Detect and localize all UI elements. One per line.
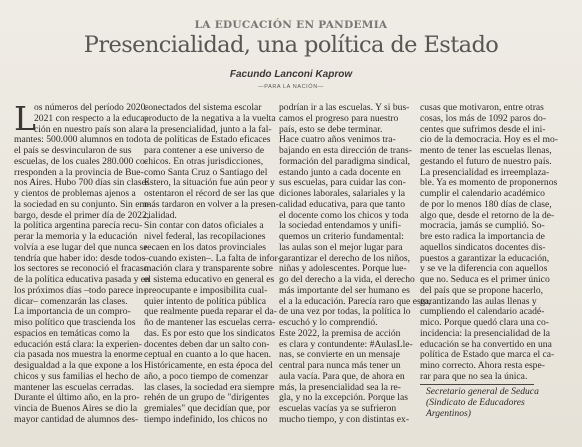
text-line: el a la educación. Parecía raro que esto, xyxy=(279,295,431,307)
text-line: vincia de Buenos Aires se dio la xyxy=(14,403,138,414)
text-line: la política argentina parecía recu- xyxy=(14,220,143,232)
text-line: ceptual en cuanto a lo que hacen. xyxy=(144,349,272,361)
text-line: cusas que motivaron, entre otras xyxy=(420,102,544,113)
text-line: para contener a ese universo de xyxy=(144,145,265,156)
drop-cap: L xyxy=(14,99,36,138)
text-line: las clases, la sociedad era siempre xyxy=(144,381,275,393)
text-line: aula vacía. Para que, de ahora en xyxy=(279,370,405,382)
text-line: 2021 con respecto a la educa- xyxy=(34,112,148,124)
text-line: que realmente pueda reparar el da- xyxy=(144,306,277,318)
text-line: educación está clara: la experien- xyxy=(14,338,142,350)
text-line: tiempo indefinido, los chicos no xyxy=(144,413,268,425)
text-line: diciones laborales, salariales y la xyxy=(279,188,406,199)
text-line: educación se ha convertido en una xyxy=(420,338,552,350)
text-line: cialidad. xyxy=(144,209,177,221)
text-line: estando junto a cada docente en xyxy=(279,166,401,178)
text-line: conectados del sistema escolar xyxy=(144,102,262,113)
text-line: chicos y sus familias el hecho de xyxy=(14,370,140,382)
text-line: centes que sufrimos desde el ini- xyxy=(420,123,546,135)
text-line: las aulas son el mejor lugar para xyxy=(279,241,403,253)
text-line: os números del período 2020- xyxy=(34,102,149,113)
article-column-2 xyxy=(144,102,281,426)
text-line: central para nunca más tener un xyxy=(279,360,401,371)
text-line: es clara y contundente: #AulasLle- xyxy=(279,338,413,350)
text-line: a la presencialidad, junto a la fal- xyxy=(144,123,272,135)
text-line: miso político que trascienda los xyxy=(14,317,136,328)
text-line: quier intento de política pública xyxy=(144,295,267,307)
text-line: mación clara y transparente sobre xyxy=(144,263,273,275)
text-line: ño de mantener las escuelas cerra- xyxy=(144,317,276,328)
text-line: y se ve la diferencia con aquellos xyxy=(420,263,548,275)
text-line: de por lo menos 180 días de clase, xyxy=(420,198,552,210)
article-headline: Presencialidad, una política de Estado xyxy=(83,32,499,58)
text-line: das. Es por esto que los sindicatos xyxy=(144,327,275,339)
text-line: La presencialidad es irreemplaza- xyxy=(420,166,550,178)
text-line: camos el progreso para nuestro xyxy=(279,112,399,124)
text-line: desigualdad a la que expone a los xyxy=(14,360,143,371)
text-line: podrían ir a las escuelas. Y si bus- xyxy=(279,102,410,113)
text-line: que no. Seduca es el primer único xyxy=(420,274,550,285)
author-byline: Facundo Lanconi Kaprow xyxy=(229,69,353,80)
text-line: mayor cantidad de alumnos des- xyxy=(14,413,139,425)
text-line: más, la presencialidad sea la re- xyxy=(279,381,401,393)
text-line: cumplir el calendario académico xyxy=(420,188,545,199)
text-line: ostentaron el récord de ser las que xyxy=(144,188,275,199)
text-line: año, a poco tiempo de comenzar xyxy=(144,370,269,382)
text-line: tendría que haber ido: desde todos xyxy=(14,252,146,264)
text-line: go del derecho a la vida, el derecho xyxy=(279,274,415,285)
text-line: cosas, los más de 1092 paros do- xyxy=(420,112,547,124)
text-line: los sectores se reconoció el fracaso xyxy=(14,263,149,275)
text-line: chicos. En otras jurisdicciones, xyxy=(144,155,264,167)
text-line: niñas y adolescentes. Porque lue- xyxy=(279,263,407,275)
text-line: del país que se propone hacerlo, xyxy=(420,284,544,296)
text-line: cio de la democracia. Hoy es el mo- xyxy=(420,134,558,146)
text-line: nas, se convierte en un mensaje xyxy=(279,349,400,361)
text-line: de la política educativa pasada y en xyxy=(14,274,150,285)
text-line: mantener las escuelas cerradas. xyxy=(14,381,134,393)
text-line: rresponden a la provincia de Bue- xyxy=(14,166,144,178)
text-line: Hace cuatro años venimos tra- xyxy=(279,134,396,146)
text-line: La importancia de un compro- xyxy=(14,306,131,318)
text-line: Este 2022, la premisa de acción xyxy=(279,327,401,339)
text-line: más tardaron en volver a la presen- xyxy=(144,198,279,210)
text-line: gla, y no la excepción. Porque las xyxy=(279,392,408,404)
text-line: mino correcto. Ahora resta espe- xyxy=(420,360,545,371)
text-line: cumpliendo el calendario acadé- xyxy=(420,306,545,318)
text-line: –cuando existen–. La falta de infor- xyxy=(144,252,281,264)
text-line: mocracia, jamás se cumplió. So- xyxy=(420,220,545,232)
text-line: de una vez por todas, la política lo xyxy=(279,306,411,318)
text-line: formación del paradigma sindical, xyxy=(279,155,411,167)
author-note: —PARA LA NACIÓN— xyxy=(258,84,324,90)
signature-line: Secretario general de Seduca xyxy=(426,386,539,397)
text-line: la sociedad en su conjunto. Sin em- xyxy=(14,198,151,210)
text-line: el docente como los chicos y toda xyxy=(279,209,409,221)
text-line: gestando el futuro de nuestro país. xyxy=(420,155,552,167)
text-line: rehén de un grupo de "dirigentes xyxy=(144,392,270,404)
text-line: más importante del ser humano es xyxy=(279,284,410,296)
text-line: sus escuelas, para cuidar las con- xyxy=(279,177,406,189)
text-line: mantes: 500.000 alumnos en todo xyxy=(14,134,144,146)
text-line: el sistema educativo en general es xyxy=(144,274,275,285)
text-line: y cientos de problemas ajenos a xyxy=(14,188,136,199)
author-signature xyxy=(426,387,566,419)
text-line: Históricamente, en esta época del xyxy=(144,360,273,371)
text-line: aquellos sindicatos docentes dis- xyxy=(420,241,546,253)
section-label: LA EDUCACIÓN EN PANDEMIA xyxy=(194,19,388,31)
text-line: el país se desvincularon de sus xyxy=(14,145,132,156)
text-line: nos Aires. Hubo 700 días sin clases xyxy=(14,177,150,189)
text-line: Durante el último año, en la pro- xyxy=(14,392,140,404)
signature-divider xyxy=(420,384,534,385)
text-line: dicar– comenzarán las clases. xyxy=(14,295,128,307)
text-line: calidad educativa, para que tanto xyxy=(279,198,405,210)
text-line: cia pasada nos muestra la enorme xyxy=(14,349,143,361)
text-line: política de Estado que marca el ca- xyxy=(420,349,555,361)
text-line: volvía a ese lugar del que nunca se xyxy=(14,241,148,253)
text-line: nivel federal, las recopilaciones xyxy=(144,231,266,242)
text-line: escuelas vacías ya se sufrieron xyxy=(279,403,397,414)
article-column-1 xyxy=(14,99,151,426)
text-line: garantizar el derecho de los niños, xyxy=(279,252,411,264)
text-line: bre esto radica la importancia de xyxy=(420,231,545,242)
text-line: incidencia: la presencialidad de la xyxy=(420,327,550,339)
text-line: puestos a garantizar la educación, xyxy=(420,252,550,264)
text-line: la sociedad entendamos y unifi- xyxy=(279,220,402,232)
text-line: garantizando las aulas llenas y xyxy=(420,295,537,307)
text-line: rar para que no sea la única. xyxy=(420,370,528,382)
text-line: mico. Porque quedó clara una co- xyxy=(420,317,549,328)
text-line: escuchó y lo comprendió. xyxy=(279,317,378,328)
text-line: gremiales" que decidían que, por xyxy=(144,403,271,414)
article-column-3 xyxy=(279,102,431,426)
text-line: docentes deben dar un salto con- xyxy=(144,338,270,350)
text-line: Sin contar con datos oficiales a xyxy=(144,220,264,232)
text-line: país, esto se debe terminar. xyxy=(279,123,383,135)
text-line: espacios en temáticas como la xyxy=(14,327,130,339)
text-line: como Santa Cruz o Santiago del xyxy=(144,166,268,178)
text-line: recaen en los datos provinciales xyxy=(144,241,267,253)
text-line: algo que, desde el retorno de la de- xyxy=(420,209,555,221)
article-column-4 xyxy=(420,102,558,383)
text-line: los próximos días –todo parece in- xyxy=(14,284,147,296)
text-line: quemos un criterio fundamental: xyxy=(279,231,404,242)
text-line: ble. Ya es momento de proponernos xyxy=(420,177,558,189)
text-line: perar la memoria y la educación xyxy=(14,231,138,242)
text-line: Estero, la situación fue aún peor y xyxy=(144,177,275,189)
text-line: preocupante e imposibilita cual- xyxy=(144,284,268,296)
text-line: mento de tener las escuelas llenas, xyxy=(420,145,552,156)
text-line: bajando en esta dirección de trans- xyxy=(279,145,412,156)
signature-line: (Sindicato de Educadores xyxy=(426,396,525,408)
text-line: bargo, desde el primer día de 2022, xyxy=(14,209,150,221)
text-line: escuelas, de los cuales 280.000 co- xyxy=(14,155,149,167)
text-line: mucho tiempo, y con distintas ex- xyxy=(279,413,410,425)
text-line: producto de la negativa a la vuelta xyxy=(144,112,276,124)
signature-line: Argentinos) xyxy=(426,407,471,419)
text-line: ción en nuestro país son alar- xyxy=(34,123,146,135)
text-line: ta de políticas de Estado eficaces xyxy=(144,134,271,146)
